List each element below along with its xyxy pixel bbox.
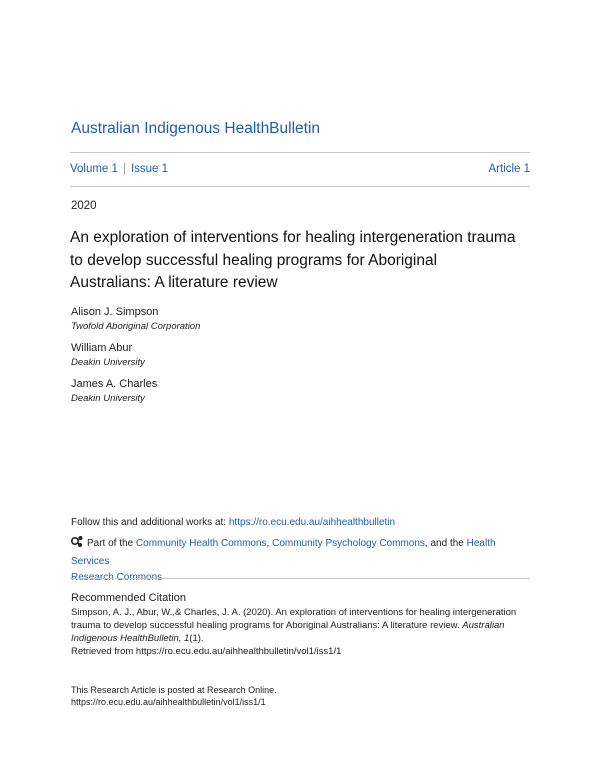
separator: | <box>122 163 126 175</box>
citation-text: (1). <box>189 633 204 644</box>
health-services-research-commons-link[interactable]: Health Services <box>71 538 496 567</box>
citation-text: trauma to develop successful healing programs for Aboriginal Australians: A literature review. <box>71 620 460 631</box>
paper-title-line: An exploration of interventions for healing intergeneration trauma <box>70 229 516 246</box>
community-psychology-commons-link[interactable]: Community Psychology Commons <box>272 538 425 549</box>
part-of-prefix: Part of the <box>87 538 136 549</box>
part-of-separator: , <box>266 538 273 549</box>
journal-title-link[interactable]: Australian Indigenous HealthBulletin <box>71 120 321 137</box>
author-name: Alison J. Simpson <box>71 306 159 318</box>
article-link[interactable]: Article 1 <box>488 163 530 175</box>
issue-bar <box>70 163 530 175</box>
citation-line <box>71 619 533 632</box>
footer-line: This Research Article is posted at Research Online. <box>71 685 277 695</box>
author-affiliation: Deakin University <box>71 393 145 404</box>
author-name: James A. Charles <box>71 378 158 390</box>
network-commons-icon <box>71 535 84 554</box>
footer <box>71 684 531 708</box>
follow-line <box>71 517 395 528</box>
citation-journal: Indigenous HealthBulletin, 1 <box>71 633 190 644</box>
collection-link[interactable]: https://ro.ecu.edu.au/aihhealthbulletin <box>228 517 396 528</box>
paper-title-line: to develop successful healing programs for Aboriginal <box>70 251 438 269</box>
author-affiliation: Deakin University <box>71 357 145 368</box>
recommended-citation-heading: Recommended Citation <box>71 592 186 604</box>
paper-title-line: Australians: A literature review <box>70 274 278 291</box>
follow-text: Follow this and additional works at: <box>71 517 229 528</box>
footer-url: https://ro.ecu.edu.au/aihhealthbulletin/vol1/iss1/1 <box>71 697 266 707</box>
paper-title <box>70 227 540 295</box>
divider-top <box>70 152 530 153</box>
divider-citation <box>70 578 530 579</box>
author-name: William Abur <box>71 342 133 354</box>
citation-journal: Australian <box>462 620 505 631</box>
divider-bottom <box>70 186 530 187</box>
author-affiliation: Twofold Aboriginal Corporation <box>71 321 201 332</box>
citation-line: Simpson, A. J., Abur, W.,& Charles, J. A. (2020). An exploration of interventions for healing intergeneration <box>71 607 517 618</box>
part-of-separator: , and the <box>424 538 467 549</box>
recommended-citation-text <box>71 606 533 658</box>
publication-year: 2020 <box>71 200 97 212</box>
community-health-commons-link[interactable]: Community Health Commons <box>135 538 267 549</box>
citation-line <box>71 632 533 645</box>
volume-link[interactable]: Volume 1 <box>70 163 118 175</box>
issue-link[interactable]: Issue 1 <box>130 163 169 175</box>
citation-line: Retrieved from https://ro.ecu.edu.au/aihhealthbulletin/vol1/iss1/1 <box>71 646 342 657</box>
